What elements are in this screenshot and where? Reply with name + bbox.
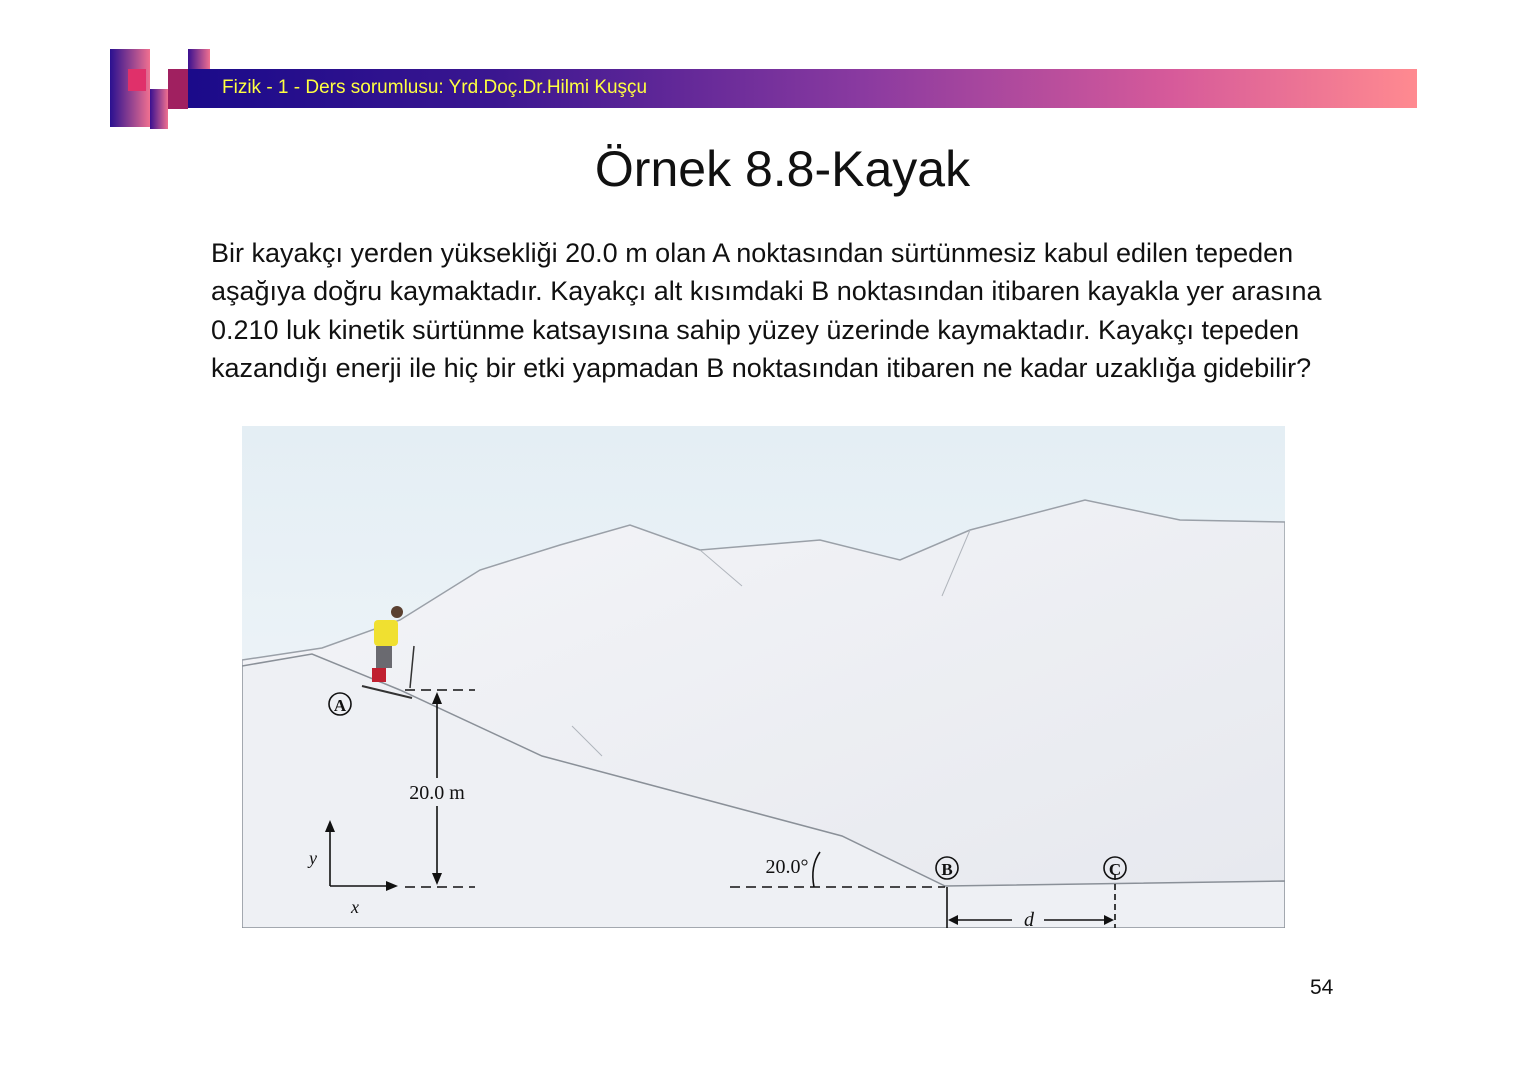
y-axis-label: y xyxy=(309,848,317,868)
height-label: 20.0 m xyxy=(409,782,465,804)
header-title: Fizik - 1 - Ders sorumlusu: Yrd.Doç.Dr.Hilmi Kuşçu xyxy=(222,77,648,98)
angle-label: 20.0° xyxy=(765,856,809,878)
distance-label: d xyxy=(1024,909,1034,928)
logo-square xyxy=(128,69,146,91)
problem-text: Bir kayakçı yerden yüksekliği 20.0 m olan A noktasından sürtünmesiz kabul edilen tepeden aşağıya doğru kaymaktadır. Kayakçı alt kısımdaki B noktasından itibaren kayakla yer arasına 0.210 luk kinetik sürtünme katsayısına sahip yüzey üzerinde kaymaktadır. Kayakçı tepeden kazandığı enerji ile hiç bir etki yapmadan B noktasından itibaren ne kadar uzaklığa gidebilir? xyxy=(211,238,1322,383)
logo-square xyxy=(168,69,188,109)
point-b-label: B xyxy=(941,860,953,879)
point-a-label: A xyxy=(333,696,347,715)
x-axis-label: x xyxy=(351,897,359,917)
ski-slope-figure xyxy=(242,426,1285,928)
page-number: 54 xyxy=(1310,976,1334,999)
slide-title: Örnek 8.8-Kayak xyxy=(594,141,971,197)
logo-square xyxy=(150,89,168,129)
point-c-label: C xyxy=(1108,860,1122,879)
